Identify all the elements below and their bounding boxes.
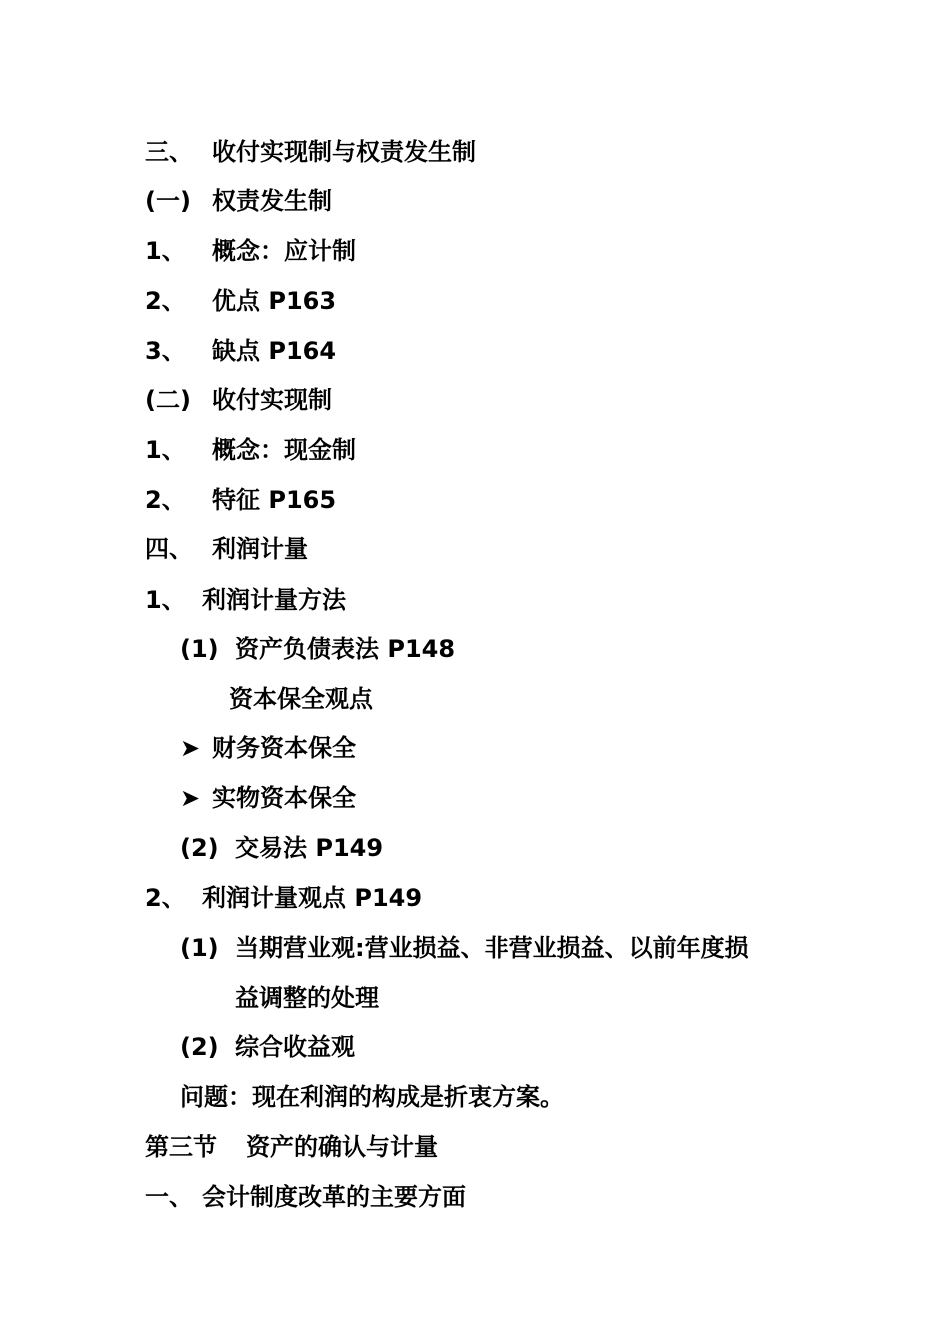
list-text: 优点 P163 <box>212 287 337 315</box>
subheading-text: 收付实现制 <box>212 386 332 414</box>
list-text: 资产负债表法 P148 <box>235 635 456 663</box>
paragraph-text: 问题：现在利润的构成是折衷方案。 <box>180 1083 564 1111</box>
section-marker: 第三节 <box>145 1133 217 1161</box>
heading-text: 会计制度改革的主要方面 <box>202 1183 466 1211</box>
heading-text: 收付实现制与权责发生制 <box>212 138 476 166</box>
list-text: 利润计量观点 P149 <box>202 884 423 912</box>
bullet-text: 实物资本保全 <box>212 784 356 812</box>
heading-marker: 三、 <box>145 138 193 166</box>
list-marker: 2、 <box>145 486 186 514</box>
list-text: 概念：应计制 <box>212 237 356 265</box>
list-marker: 3、 <box>145 337 186 365</box>
list-marker: 1、 <box>145 586 186 614</box>
list-text: 特征 P165 <box>212 486 337 514</box>
list-marker: (1) <box>180 635 219 663</box>
list-marker: 2、 <box>145 884 186 912</box>
list-text: 综合收益观 <box>235 1033 355 1061</box>
heading-marker: 一、 <box>145 1183 193 1211</box>
bullet-text: 财务资本保全 <box>212 734 356 762</box>
arrow-bullet-icon: ➤ <box>180 734 201 762</box>
list-text: 当期营业观:营业损益、非营业损益、以前年度损 <box>235 934 749 962</box>
list-text: 概念：现金制 <box>212 436 356 464</box>
list-marker: (1) <box>180 934 219 962</box>
list-text: 交易法 P149 <box>235 834 384 862</box>
list-marker: 1、 <box>145 237 186 265</box>
list-text: 缺点 P164 <box>212 337 337 365</box>
subheading-marker: (二) <box>145 386 191 414</box>
subheading-marker: (一) <box>145 187 191 215</box>
list-marker: (2) <box>180 1033 219 1061</box>
list-marker: 1、 <box>145 436 186 464</box>
list-text: 利润计量方法 <box>202 586 346 614</box>
paragraph-text: 资本保全观点 <box>229 685 373 713</box>
arrow-bullet-icon: ➤ <box>180 784 201 812</box>
heading-marker: 四、 <box>145 535 193 563</box>
list-marker: (2) <box>180 834 219 862</box>
subheading-text: 权责发生制 <box>212 187 332 215</box>
heading-text: 利润计量 <box>212 535 308 563</box>
list-marker: 2、 <box>145 287 186 315</box>
section-text: 资产的确认与计量 <box>246 1133 438 1161</box>
paragraph-text: 益调整的处理 <box>235 984 379 1012</box>
